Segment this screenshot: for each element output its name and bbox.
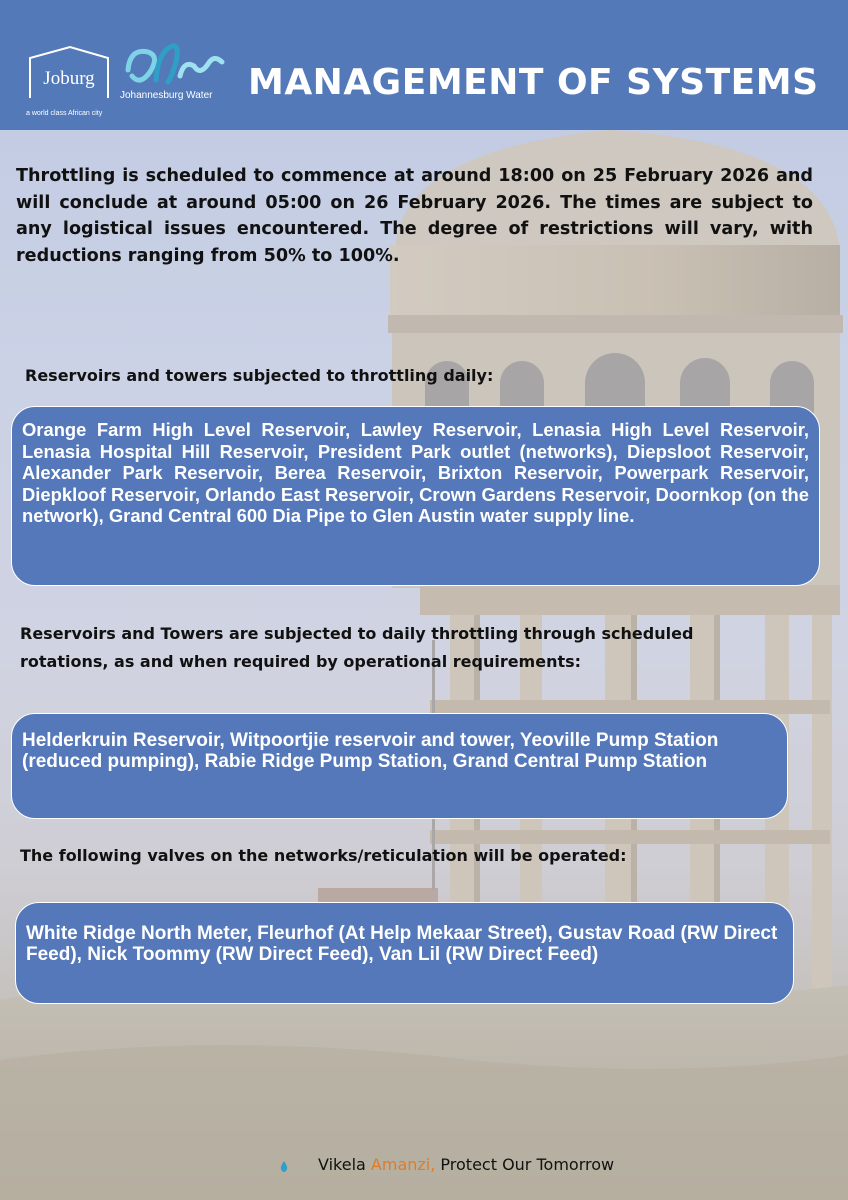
- daily-throttling-list-box: [11, 406, 820, 586]
- section-label-daily-throttling: Reservoirs and towers subjected to throttling daily:: [25, 366, 494, 385]
- water-drop-icon: [280, 1161, 288, 1172]
- daily-throttling-list: Orange Farm High Level Reservoir, Lawley Reservoir, Lenasia High Level Reservoir, Lenasia Hospital Hill Reservoir, President Park outlet (networks), Diepsloot Reservoir, Alexander Park Reservoir, Berea Reservoir, Brixton Reservoir, Powerpark Reservoir, Diepkloof Reservoir, Orlando East Reservoir, Crown Gardens Reservoir, Doornkop (on the network), Grand Central 600 Dia Pipe to Glen Austin water supply line.: [22, 419, 809, 526]
- section-label-valves: The following valves on the networks/reticulation will be operated:: [20, 846, 627, 865]
- joburg-logo: [26, 44, 112, 102]
- joburg-tagline: a world class African city: [26, 110, 103, 117]
- footer-slogan: [280, 1155, 614, 1174]
- intro-paragraph: Throttling is scheduled to commence at around 18:00 on 25 February 2026 and will conclude at around 05:00 on 26 February 2026. The times are subject to any logistical issues encountered. The degree of restrictions will vary, with reductions ranging from 50% to 100%.: [16, 166, 813, 266]
- rotation-throttling-list: Helderkruin Reservoir, Witpoortjie reservoir and tower, Yeoville Pump Station (reduced pumping), Rabie Ridge Pump Station, Grand Central Pump Station: [22, 730, 719, 772]
- footer-text-start: Vikela: [318, 1155, 371, 1174]
- section-label-rotation-throttling: Reservoirs and Towers are subjected to daily throttling through scheduled rotations, as and when required by operational requirements:: [20, 624, 694, 671]
- johannesburg-water-text: Johannesburg Water: [120, 90, 213, 101]
- header-banner: [0, 0, 848, 130]
- rotation-throttling-list-box: [11, 713, 788, 819]
- footer-text-end: Protect Our Tomorrow: [435, 1155, 615, 1174]
- footer-text-accent: Amanzi,: [370, 1155, 436, 1174]
- valves-list: White Ridge North Meter, Fleurhof (At Help Mekaar Street), Gustav Road (RW Direct Feed), Nick Toommy (RW Direct Feed), Van Lil (RW Direct Feed): [26, 923, 778, 965]
- svg-text:Joburg: Joburg: [43, 68, 95, 89]
- page-title: MANAGEMENT OF SYSTEMS: [248, 62, 819, 103]
- valves-list-box: [15, 902, 794, 1004]
